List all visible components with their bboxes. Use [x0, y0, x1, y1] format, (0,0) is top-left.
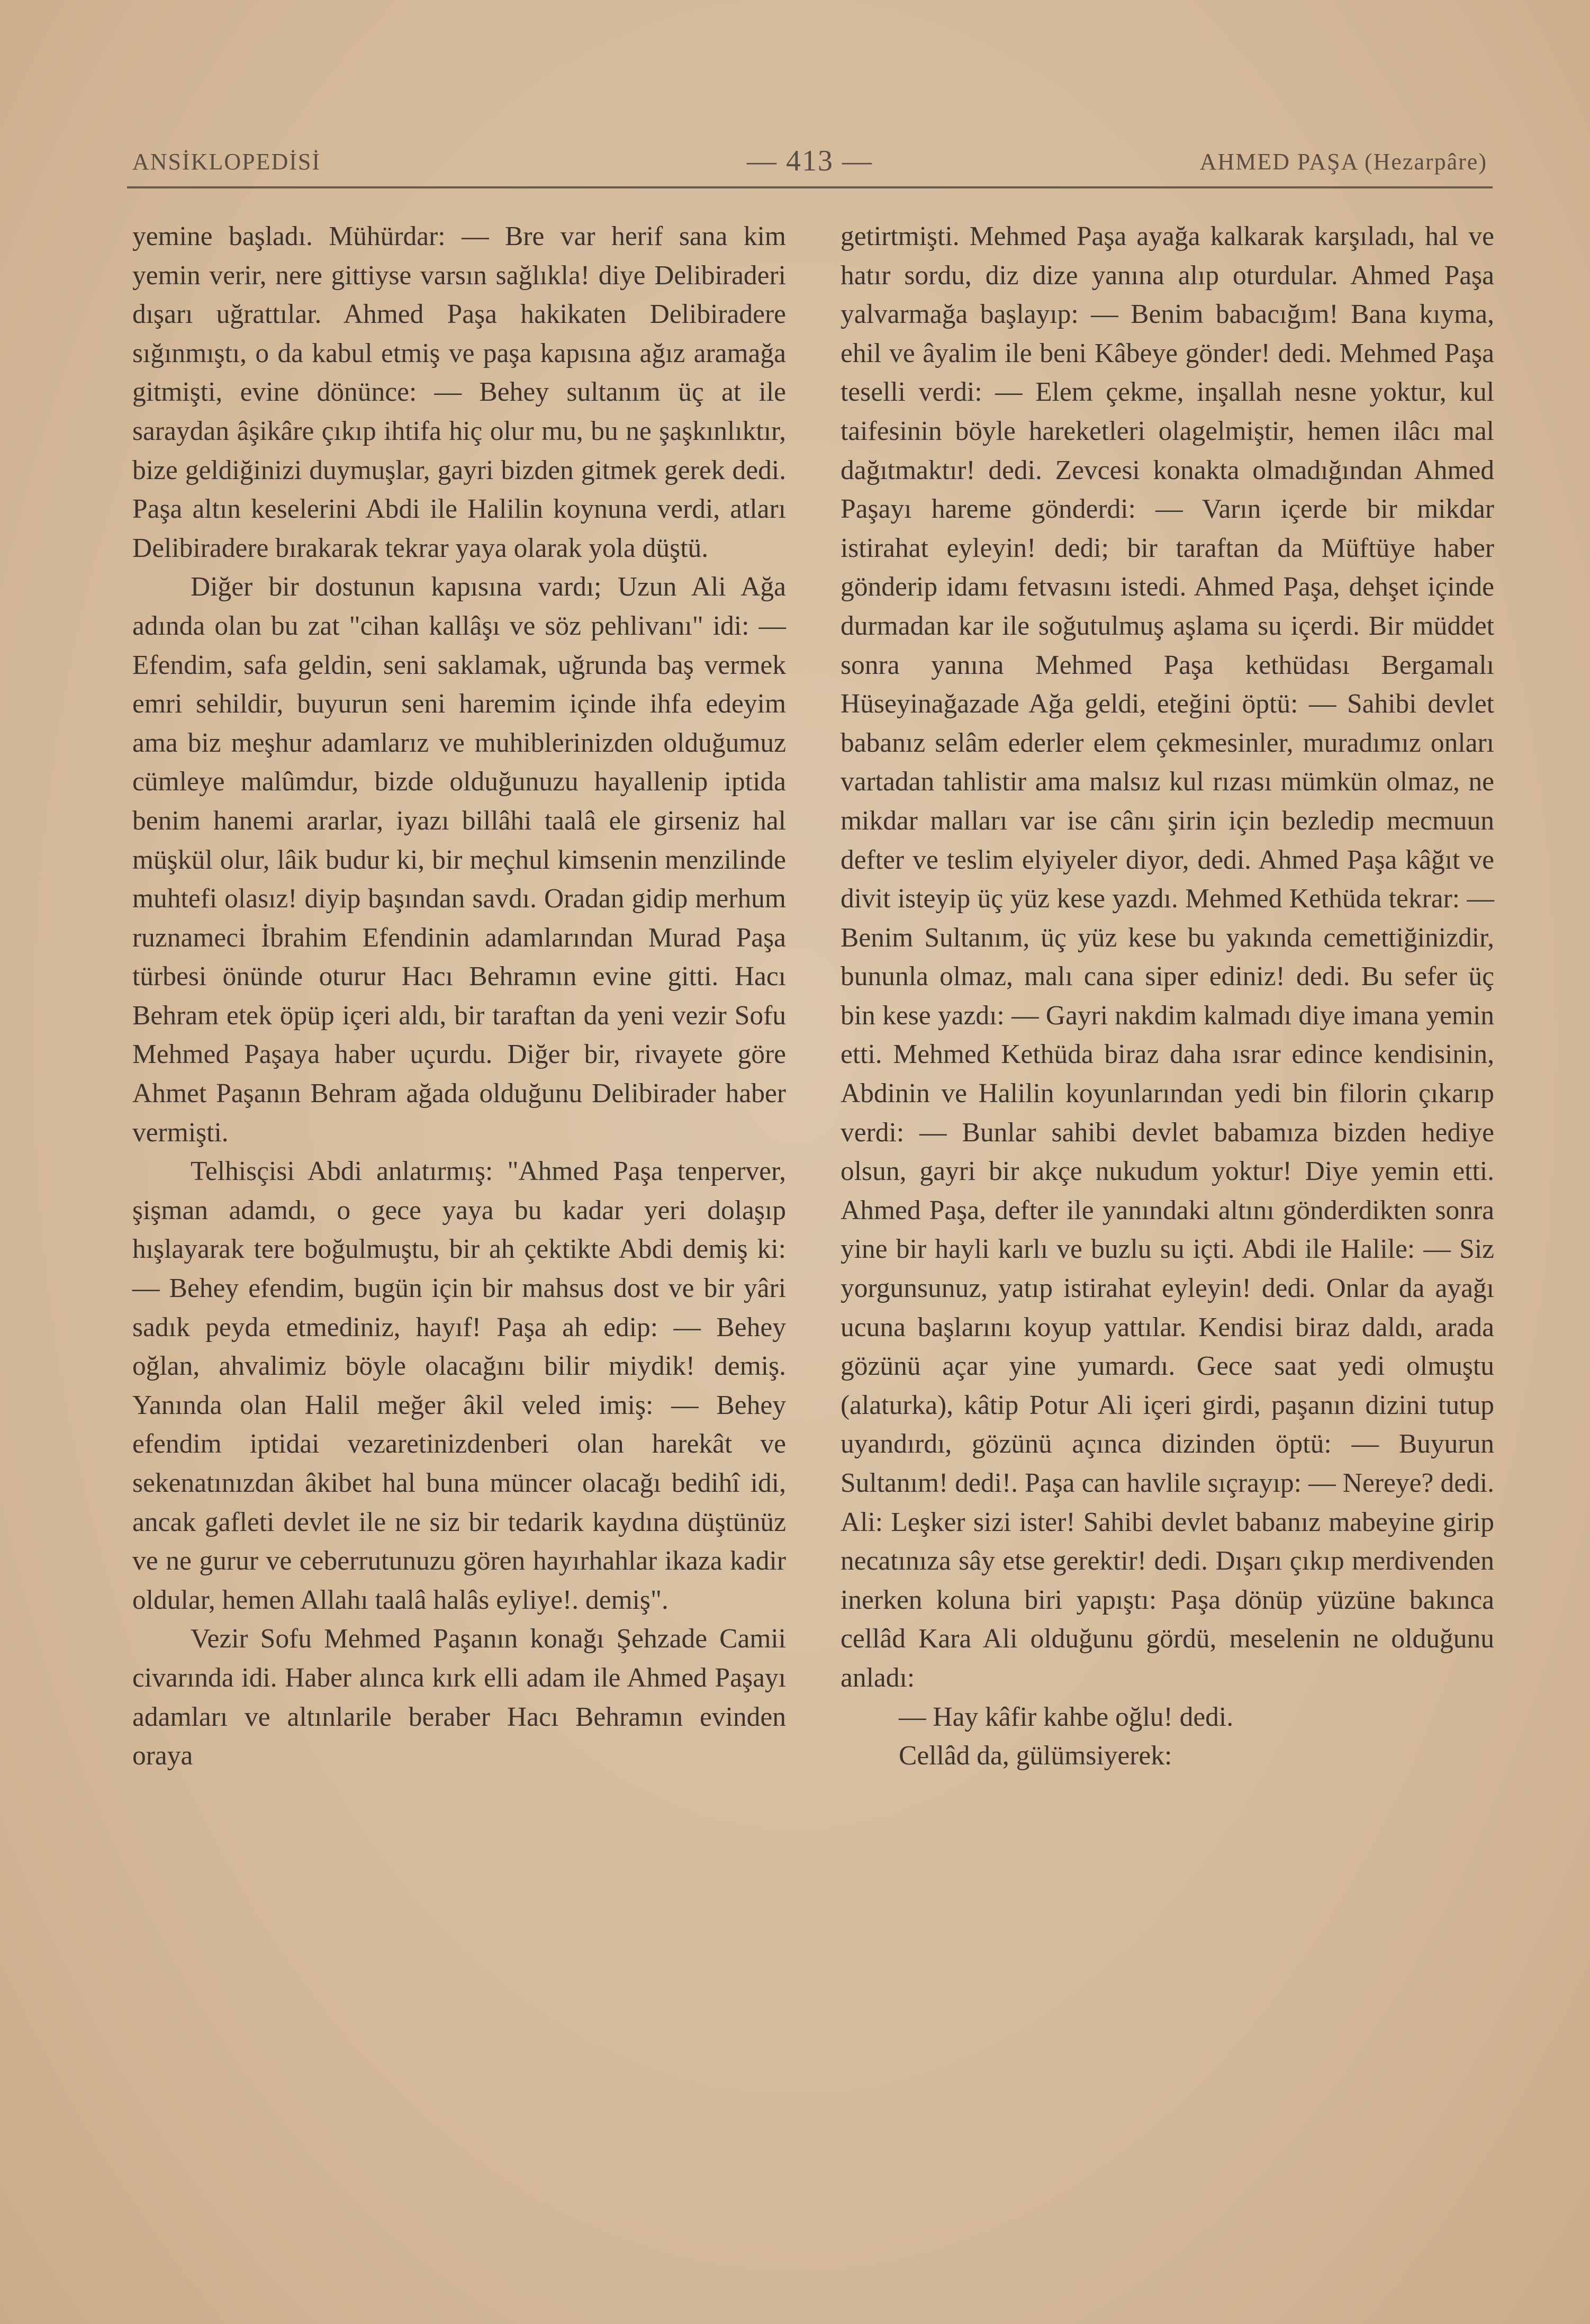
- running-header: [132, 145, 1487, 191]
- paragraph: Telhisçisi Abdi anlatırmış: "Ahmed Paşa tenperver, şişman adamdı, o gece yaya bu kadar yeri dolaşıp hışlayarak tere boğulmuştu, bir ah çektikte Abdi demiş ki: — Behey efendim, bugün için bir mahsus dost ve bir yâri sadık peyda etmediniz, hayıf! Paşa ah edip: — Behey oğlan, ahvalimiz böyle olacağını bilir miydik! demiş. Yanında olan Halil meğer âkil veled imiş: — Behey efendim iptidai vezaretinizdenberi olan harekât ve sekenatınızdan âkibet hal buna müncer olacağı bedihî idi, ancak gafleti devlet ile ne siz bir tedarik kaydına düştünüz ve ne gurur ve ceberrutunuzu gören hayırhahlar ikaza kadir oldular, hemen Allahı taalâ halâs eyliye!. demiş".: [132, 1156, 786, 1615]
- paragraph: — Hay kâfir kahbe oğlu! dedi.: [899, 1701, 1234, 1732]
- page-number: — 413 —: [747, 145, 873, 177]
- paragraph: Vezir Sofu Mehmed Paşanın konağı Şehzade Camii civarında idi. Haber alınca kırk elli adam ile Ahmed Paşayı adamları ve altınlarile beraber Hacı Behramın evinden oraya: [132, 1624, 786, 1771]
- paragraph: Cellâd da, gülümsiyerek:: [899, 1741, 1172, 1771]
- header-right-title: AHMED PAŞA (Hezarpâre): [1199, 149, 1487, 175]
- left-column: [132, 217, 786, 1776]
- header-left-title: ANSİKLOPEDİSİ: [132, 149, 321, 175]
- right-column: [841, 217, 1494, 1776]
- paragraph: yemine başladı. Mühürdar: — Bre var herif sana kim yemin verir, nere gittiyse varsın sağlıkla! diye Delibiraderi dışarı uğrattılar. Ahmed Paşa hakikaten Delibiradere sığınmıştı, o da kabul etmiş ve paşa kapısına ağız aramağa gitmişti, evine dönünce: — Behey sultanım üç at ile saraydan âşikâre çıkıp ihtifa hiç olur mu, bu ne şaşkınlıktır, bize geldiğinizi duymuşlar, gayri bizden gitmek gerek dedi. Paşa altın keselerini Abdi ile Halilin koynuna verdi, atları Delibiradere bırakarak tekrar yaya olarak yola düştü.: [132, 221, 786, 563]
- paragraph: Diğer bir dostunun kapısına vardı; Uzun Ali Ağa adında olan bu zat "cihan kallâşı ve söz pehlivanı" idi: — Efendim, safa geldin, seni saklamak, uğrunda baş vermek emri sehildir, buyurun seni haremim içinde ihfa edeyim ama biz meşhur adamlarız ve muhiblerinizden olduğumuz cümleye malûmdur, bizde olduğunuzu hayallenip iptida benim hanemi ararlar, iyazı billâhi taalâ ele girseniz hal müşkül olur, lâik budur ki, bir meçhul kimsenin menzilinde muhtefi olasız! diyip başından savdı. Oradan gidip merhum ruznameci İbrahim Efendinin adamlarından Murad Paşa türbesi önünde oturur Hacı Behramın evine gitti. Hacı Behram etek öpüp içeri aldı, bir taraftan da yeni vezir Sofu Mehmed Paşaya haber uçurdu. Diğer bir, rivayete göre Ahmet Paşanın Behram ağada olduğunu Delibirader haber vermişti.: [132, 572, 786, 1148]
- header-rule: [127, 186, 1493, 188]
- paragraph: getirtmişti. Mehmed Paşa ayağa kalkarak karşıladı, hal ve hatır sordu, diz dize yanına alıp oturdular. Ahmed Paşa yalvarmağa başlayıp: — Benim babacığım! Bana kıyma, ehil ve âyalim ile beni Kâbeye gönder! dedi. Mehmed Paşa teselli verdi: — Elem çekme, inşallah nesne yoktur, kul taifesinin böyle hareketleri olagelmiştir, hemen ilâcı mal dağıtmaktır! dedi. Zevcesi konakta olmadığından Ahmed Paşayı hareme gönderdi: — Varın içerde bir mikdar istirahat eyleyin! dedi; bir taraftan da Müftüye haber gönderip idamı fetvasını istedi. Ahmed Paşa, dehşet içinde durmadan kar ile soğutulmuş aşlama su içerdi. Bir müddet sonra yanına Mehmed Paşa kethüdası Bergamalı Hüseyinağazade Ağa geldi, eteğini öptü: — Sahibi devlet babanız selâm ederler elem çekmesinler, muradımız onları vartadan tahlistir ama malsız kul rızası mümkün olmaz, ne mikdar malları var ise cânı şirin için bezledip mecmuun defter ve teslim elyiyeler diyor, dedi. Ahmed Paşa kâğıt ve divit isteyip üç yüz kese yazdı. Mehmed Kethüda tekrar: — Benim Sultanım, üç yüz kese bu yakında cemettiğinizdir, bununla olmaz, malı cana siper ediniz! dedi. Bu sefer üç bin kese yazdı: — Gayri nakdim kalmadı diye imana yemin etti. Mehmed Kethüda biraz daha ısrar edince kendisinin, Abdinin ve Halilin koyunlarından yedi bin filorin çıkarıp verdi: — Bunlar sahibi devlet babamıza bizden hediye olsun, gayri bir akçe nukudum yoktur! Diye yemin etti. Ahmed Paşa, defter ile yanındaki altını gönderdikten sonra yine bir hayli karlı ve buzlu su içti. Abdi ile Halile: — Siz yorgunsunuz, yatıp istirahat eyleyin! dedi. Onlar da ayağı ucuna başlarını koyup yattılar. Kendisi biraz daldı, arada gözünü açar yine yumardı. Gece saat yedi olmuştu (alaturka), kâtip Potur Ali içeri girdi, paşanın dizini tutup uyandırdı, gözünü açınca dizinden öptü: — Buyurun Sultanım! dedi!. Paşa can havlile sıçrayıp: — Nereye? dedi. Ali: Leşker sizi ister! Sahibi devlet babanız mabeyine girip necatınıza sây etse gerektir! dedi. Dışarı çıkıp merdivenden inerken koluna biri yapıştı: Paşa dönüp yüzüne bakınca cellâd Kara Ali olduğunu gördü, meselenin ne olduğunu anladı:: [841, 221, 1494, 1693]
